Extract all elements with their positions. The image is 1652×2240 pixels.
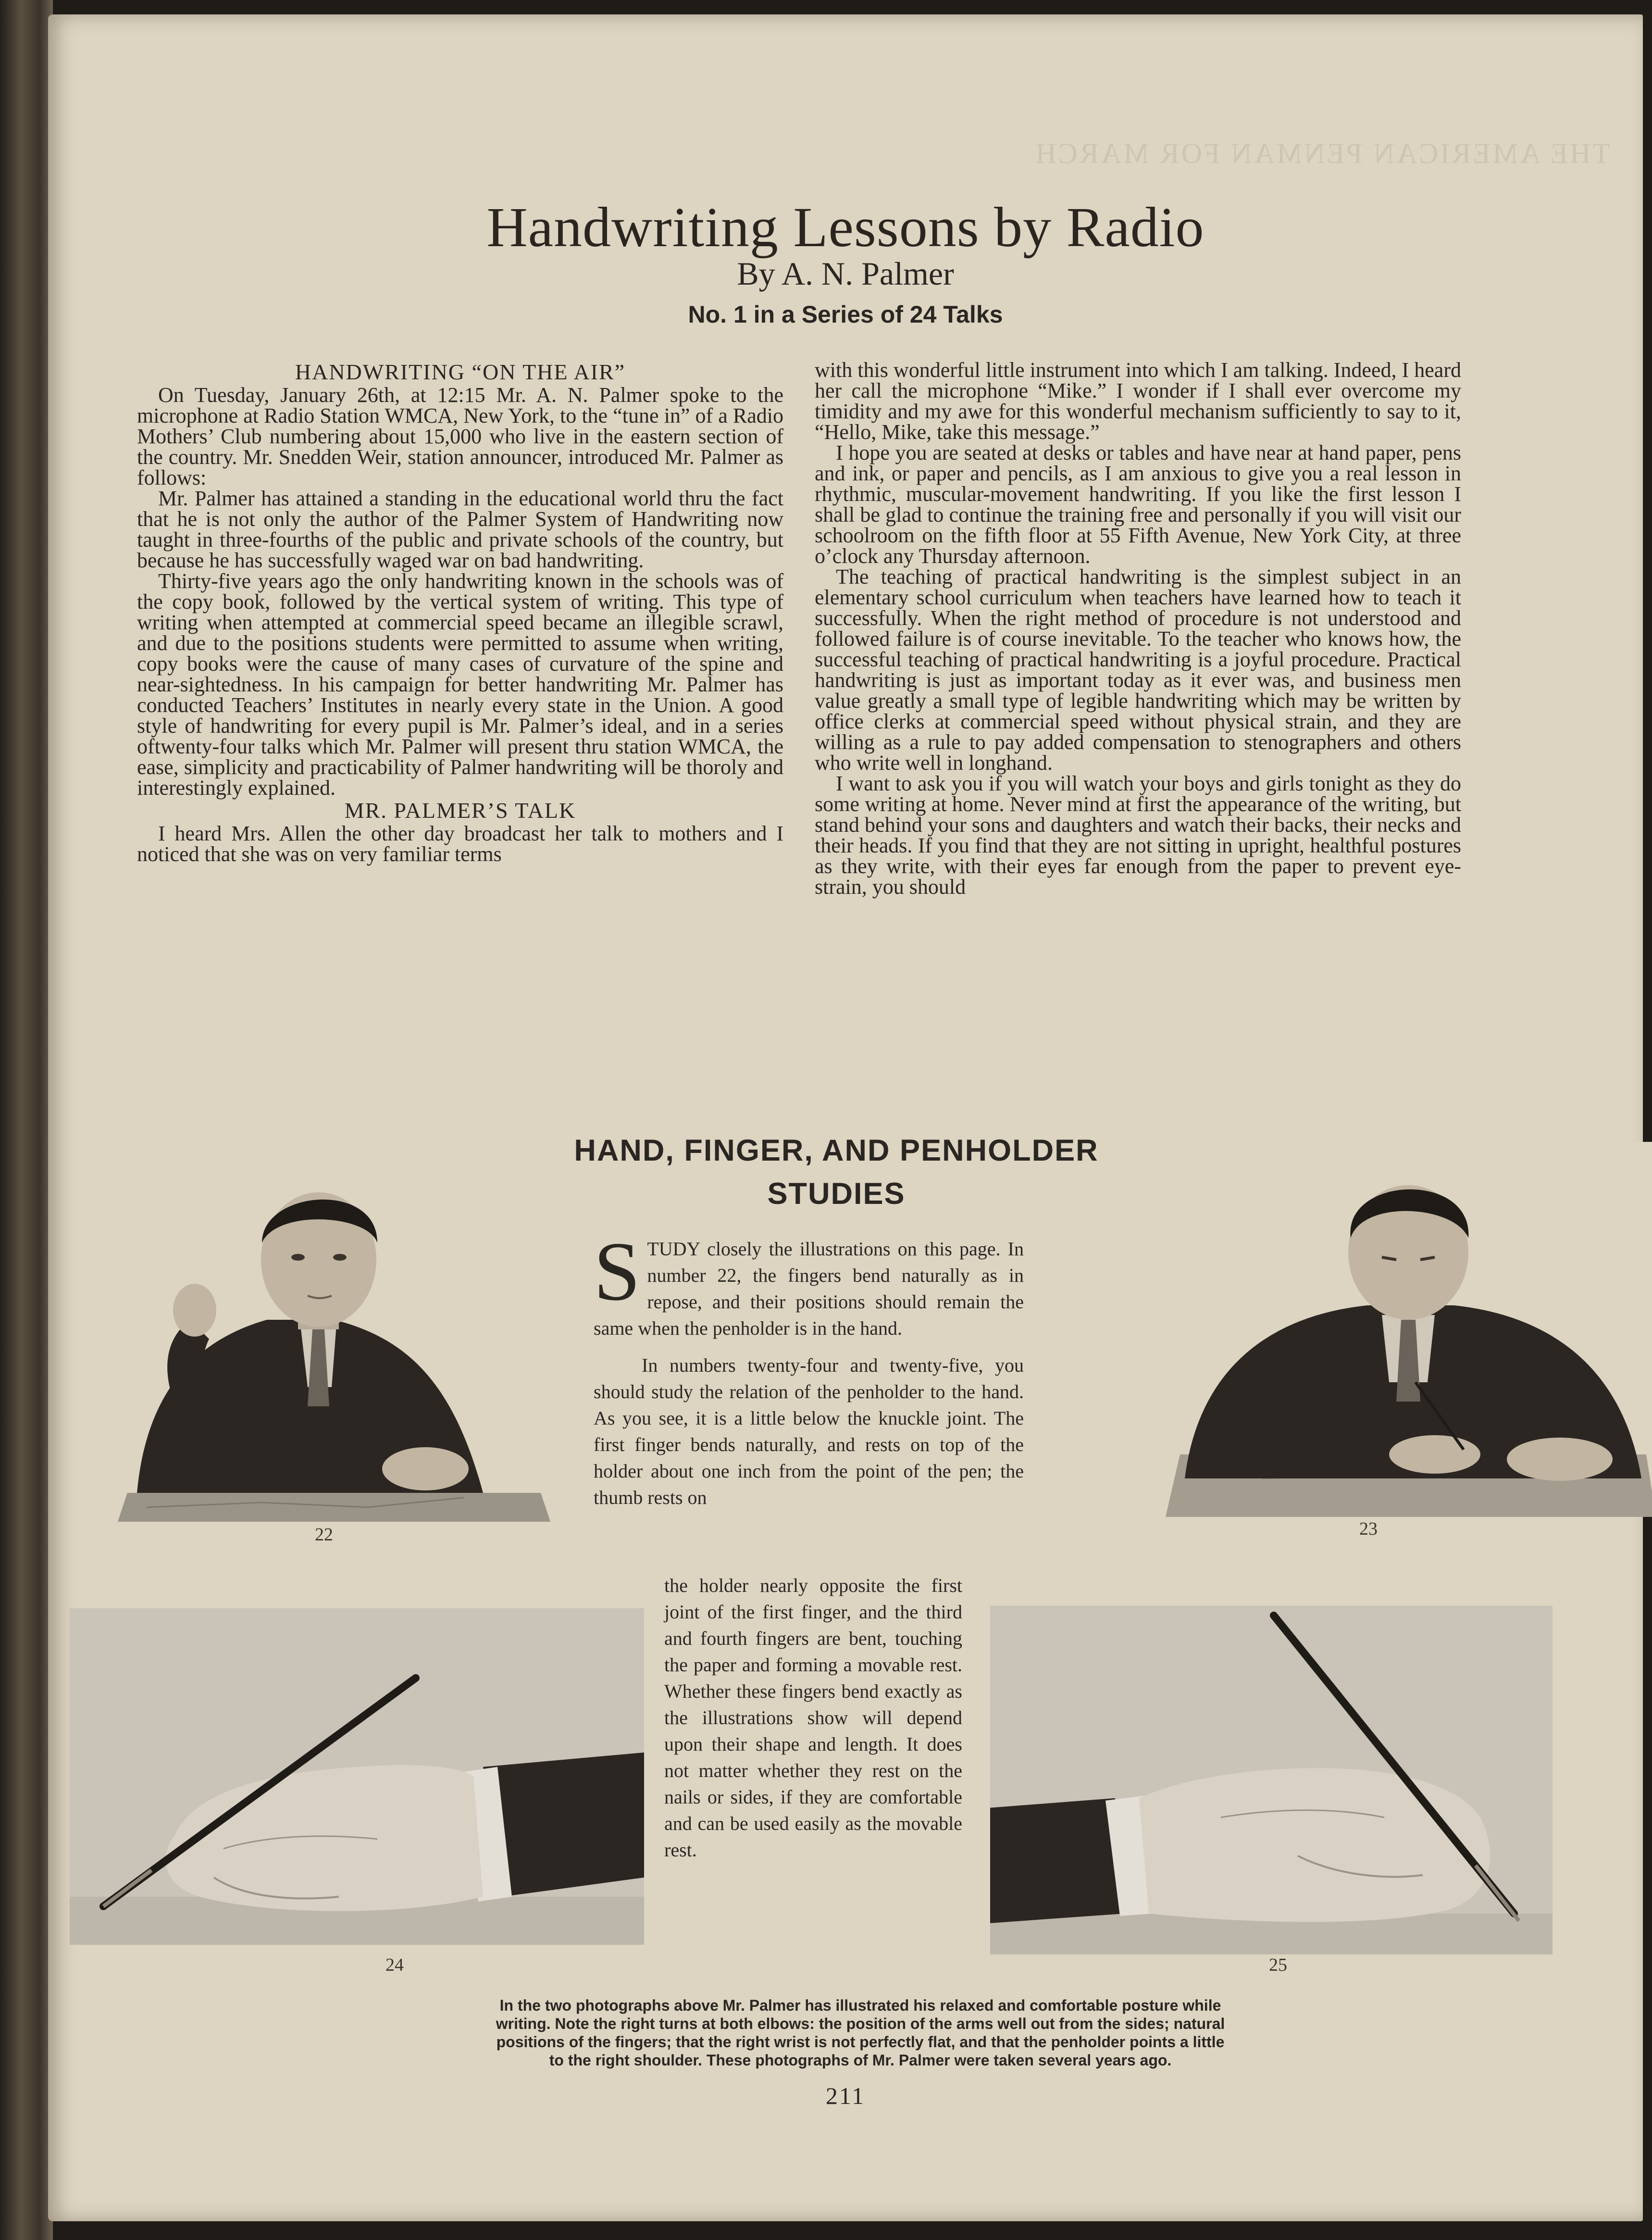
- figure-number-23: 23: [1359, 1519, 1378, 1539]
- paragraph: In numbers twenty-four and twenty-five, you should study the relation of the penholder to the hand. As you see, it is a little below the knuckle joint. The first finger bends naturally, and rests on top of the holder about one inch from the point of the pen; the thumb rests on: [594, 1354, 1024, 1508]
- paragraph: Thirty-five years ago the only handwriting known in the schools was of the copy book, followed by the vertical system of writing. This type of writing when attempted at commercial speed became an illegible scrawl, and due to the positions students were permitted to assume when writing, copy books were the cause of many cases of curvature of the spine and near-sightedness. In his campaign for better handwriting Mr. Palmer has conducted Teachers’ Institutes in nearly every state in the Union. A good style of handwriting for every pupil is Mr. Palmer’s ideal, and in a series oftwenty-four talks which Mr. Palmer will present thru station WMCA, the ease, simplicity and practicability of Palmer handwriting will be thoroly and interestingly explained.: [137, 569, 783, 800]
- paragraph: with this wonderful little instrument into which I am talking. Indeed, I heard her call the microphone “Mike.” I wonder if I shall ever overcome my timidity and my awe for this wonderful mechanism sufficiently to say to it, “Hello, Mike, take this message.”: [815, 360, 1461, 444]
- photo-23-man-writing: [1166, 1142, 1652, 1517]
- studies-text-wide: [594, 1225, 1024, 1511]
- studies-heading: [495, 1129, 1178, 1215]
- caption-line: positions of the fingers; that the right wrist is not perfectly flat, and that the penholder points a little: [496, 2033, 1225, 2051]
- book-binding-edge: [0, 0, 53, 2240]
- studies-heading-line1: HAND, FINGER, AND PENHOLDER: [574, 1134, 1099, 1167]
- caption-line: In the two photographs above Mr. Palmer has illustrated his relaxed and comfortable posture while: [499, 1997, 1221, 2014]
- right-column: [815, 360, 1461, 1105]
- magazine-page: [48, 14, 1643, 2221]
- paragraph: I heard Mrs. Allen the other day broadcast her talk to mothers and I noticed that she was on very familiar terms: [137, 822, 783, 866]
- drop-cap-paragraph-text: TUDY closely the illustrations on this page. In number 22, the fingers bend naturally as in repose, and their positions should remain the same when the penholder is in the hand.: [594, 1238, 1024, 1339]
- left-column: [137, 360, 783, 1105]
- studies-text-narrow: the holder nearly opposite the first joint of the first finger, and the third and fourth fingers are bent, touching the paper and forming a movable rest. Whether these fingers bend exactly as the illustrations show will depend upon their shape and length. It does not matter whether they rest on the nails or sides, if they are comfortable and can be used easily as the movable rest.: [664, 1575, 962, 1861]
- article-byline: By A. N. Palmer: [737, 255, 954, 292]
- figure-number-24: 24: [385, 1955, 404, 1975]
- photo-22-man-hand-raised: [118, 1137, 550, 1522]
- caption-line: to the right shoulder. These photographs of Mr. Palmer were taken several years ago.: [549, 2052, 1172, 2069]
- article-title: Handwriting Lessons by Radio: [486, 196, 1205, 259]
- page-number: 211: [825, 2082, 866, 2109]
- drop-cap: S: [594, 1225, 641, 1318]
- caption-line: writing. Note the right turns at both elbows: the position of the arms well out from the sides; natural: [496, 2015, 1225, 2032]
- section-heading-palmers-talk: MR. PALMER’S TALK: [344, 798, 576, 823]
- photo-25-hand-holding-pen: [990, 1606, 1553, 1954]
- photo-24-hand-holding-pen: [70, 1608, 644, 1945]
- paragraph: I want to ask you if you will watch your boys and girls tonight as they do some writing at home. Never mind at first the appearance of the writing, but stand behind your sons and daughters and watch their backs, their necks and their heads. If you find that they are not sitting in upright, healthful postures as they write, with their eyes far enough from the paper to prevent eye-strain, you should: [815, 772, 1461, 899]
- figure-number-25: 25: [1269, 1955, 1287, 1975]
- figure-number-22: 22: [315, 1525, 333, 1545]
- paragraph: I hope you are seated at desks or tables and have near at hand paper, pens and ink, or paper and pencils, as I am anxious to give you a real lesson in rhythmic, muscular-movement handwriting. If you like the first lesson I shall be glad to continue the training free and personally if you will visit our schoolroom on the fifth floor at 55 Fifth Avenue, New York City, at three o’clock any Thursday afternoon.: [815, 441, 1461, 568]
- photo-caption: [365, 1996, 1355, 2069]
- paragraph: On Tuesday, January 26th, at 12:15 Mr. A. N. Palmer spoke to the microphone at Radio Station WMCA, New York, to the “tune in” of a Radio Mothers’ Club numbering about 15,000 who live in the eastern section of the country. Mr. Snedden Weir, station announcer, introduced Mr. Palmer as follows:: [137, 383, 783, 489]
- studies-heading-line2: STUDIES: [767, 1177, 906, 1211]
- series-note: No. 1 in a Series of 24 Talks: [688, 301, 1003, 328]
- paragraph: Mr. Palmer has attained a standing in the educational world thru the fact that he is not only the author of the Palmer System of Handwriting now taught in three-fourths of the public and private schools of the country, but because he has successfully waged war on bad handwriting.: [137, 487, 783, 572]
- paragraph: The teaching of practical handwriting is the simplest subject in an elementary school curriculum when teachers have learned how to teach it successfully. When the right method of procedure is not understood and followed failure is of course inevitable. To the teacher who knows how, the successful teaching of practical handwriting is a joyful procedure. Practical handwriting is just as important today as it ever was, and business men value greatly a small type of legible handwriting which may be written by office clerks at commercial speed without physical strain, and they are willing as a rule to pay added compensation to stenographers and others who write well in longhand.: [815, 565, 1461, 775]
- bleed-through-running-head: THE AMERICAN PENMAN FOR MARCH: [1033, 138, 1610, 169]
- paragraph: [594, 1225, 1024, 1341]
- section-heading-on-the-air: HANDWRITING “ON THE AIR”: [295, 360, 626, 384]
